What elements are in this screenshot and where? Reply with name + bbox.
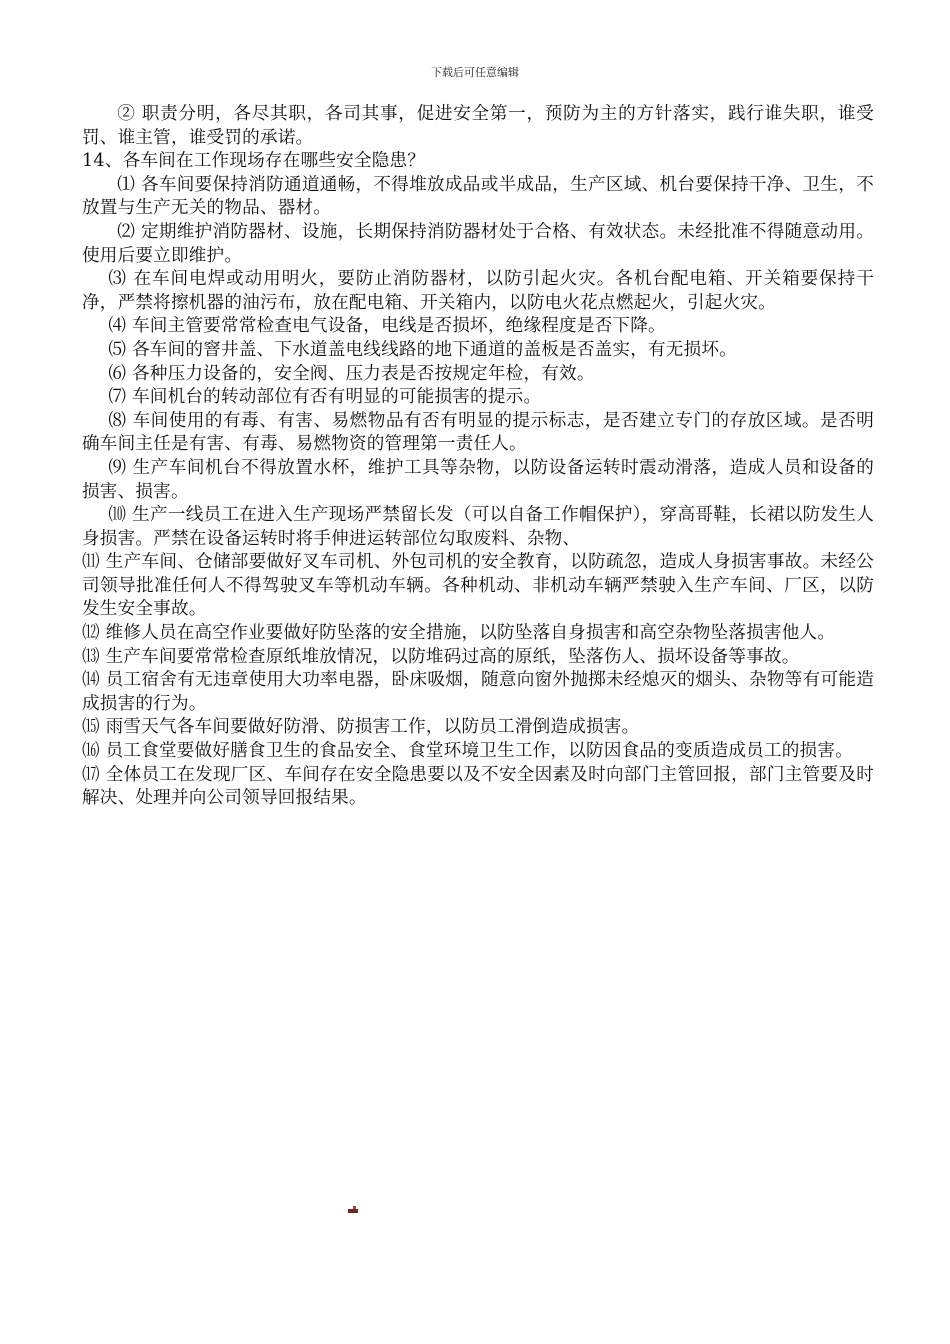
page-mark-icon bbox=[348, 1206, 358, 1213]
list-item: ⒁ 员工宿舍有无违章使用大功率电器，卧床吸烟，随意向窗外抛掷未经熄灭的烟头、杂物等有可能造成损害的行为。 bbox=[82, 670, 874, 714]
page-header: 下载后可任意编辑 bbox=[431, 66, 519, 79]
list-item: ⑾ 生产车间、仓储部要做好叉车司机、外包司机的安全教育，以防疏忽，造成人身损害事故。未经公司领导批准任何人不得驾驶叉车等机动车辆。各种机动、非机动车辆严禁驶入生产车间、厂区，以防发生安全事故。 bbox=[82, 552, 874, 620]
list-item: ⒂ 雨雪天气各车间要做好防滑、防损害工作，以防员工滑倒造成损害。 bbox=[82, 717, 640, 738]
list-item: ⑽ 生产一线员工在进入生产现场严禁留长发（可以自备工作帽保护），穿高哥鞋，长裙以防发生人身损害。严禁在设备运转时将手伸进运转部位勾取废料、杂物、 bbox=[82, 505, 874, 549]
list-item: ⒀ 生产车间要常常检查原纸堆放情况，以防堆码过高的原纸，坠落伤人、损坏设备等事故。 bbox=[82, 646, 800, 667]
list-item: ⑹ 各种压力设备的，安全阀、压力表是否按规定年检，有效。 bbox=[108, 363, 595, 384]
question-heading: 14、各车间在工作现场存在哪些安全隐患？ bbox=[82, 151, 426, 172]
list-item: ⑷ 车间主管要常常检查电气设备，电线是否损坏，绝缘程度是否下降。 bbox=[108, 316, 666, 337]
list-item: ⑻ 车间使用的有毒、有害、易燃物品有否有明显的提示标志，是否建立专门的存放区域。是否明确车间主任是有害、有毒、易燃物资的管理第一责任人。 bbox=[82, 410, 874, 455]
document-body bbox=[82, 103, 874, 811]
list-item: ⒃ 员工食堂要做好膳食卫生的食品安全、食堂环境卫生工作，以防因食品的变质造成员工的损害。 bbox=[82, 741, 853, 762]
paragraph-duty: ② 职责分明，各尽其职，各司其事，促进安全第一，预防为主的方针落实，践行谁失职，谁受罚、谁主管，谁受罚的承诺。 bbox=[82, 104, 874, 148]
list-item: ⑴ 各车间要保持消防通道通畅，不得堆放成品或半成品，生产区域、机台要保持干净、卫生，不放置与生产无关的物品、器材。 bbox=[82, 174, 874, 219]
list-item: ⑿ 维修人员在高空作业要做好防坠落的安全措施，以防坠落自身损害和高空杂物坠落损害他人。 bbox=[82, 623, 836, 644]
list-item: ⑺ 车间机台的转动部位有否有明显的可能损害的提示。 bbox=[108, 387, 542, 408]
list-item: ⑸ 各车间的窨井盖、下水道盖电线线路的地下通道的盖板是否盖实，有无损坏。 bbox=[108, 339, 737, 360]
list-item: ⒄ 全体员工在发现厂区、车间存在安全隐患要以及不安全因素及时向部门主管回报，部门主管要及时解决、处理并向公司领导回报结果。 bbox=[82, 764, 874, 809]
list-item: ⑶ 在车间电焊或动用明火，要防止消防器材，以防引起火灾。各机台配电箱、开关箱要保持干净，严禁将擦机器的油污布，放在配电箱、开关箱内，以防电火花点燃起火，引起火灾。 bbox=[82, 269, 874, 313]
list-item: ⑼ 生产车间机台不得放置水杯，维护工具等杂物，以防设备运转时震动滑落，造成人员和设备的损害、损害。 bbox=[82, 457, 874, 502]
list-item: ⑵ 定期维护消防器材、设施，长期保持消防器材处于合格、有效状态。未经批准不得随意动用。使用后要立即维护。 bbox=[82, 221, 874, 266]
